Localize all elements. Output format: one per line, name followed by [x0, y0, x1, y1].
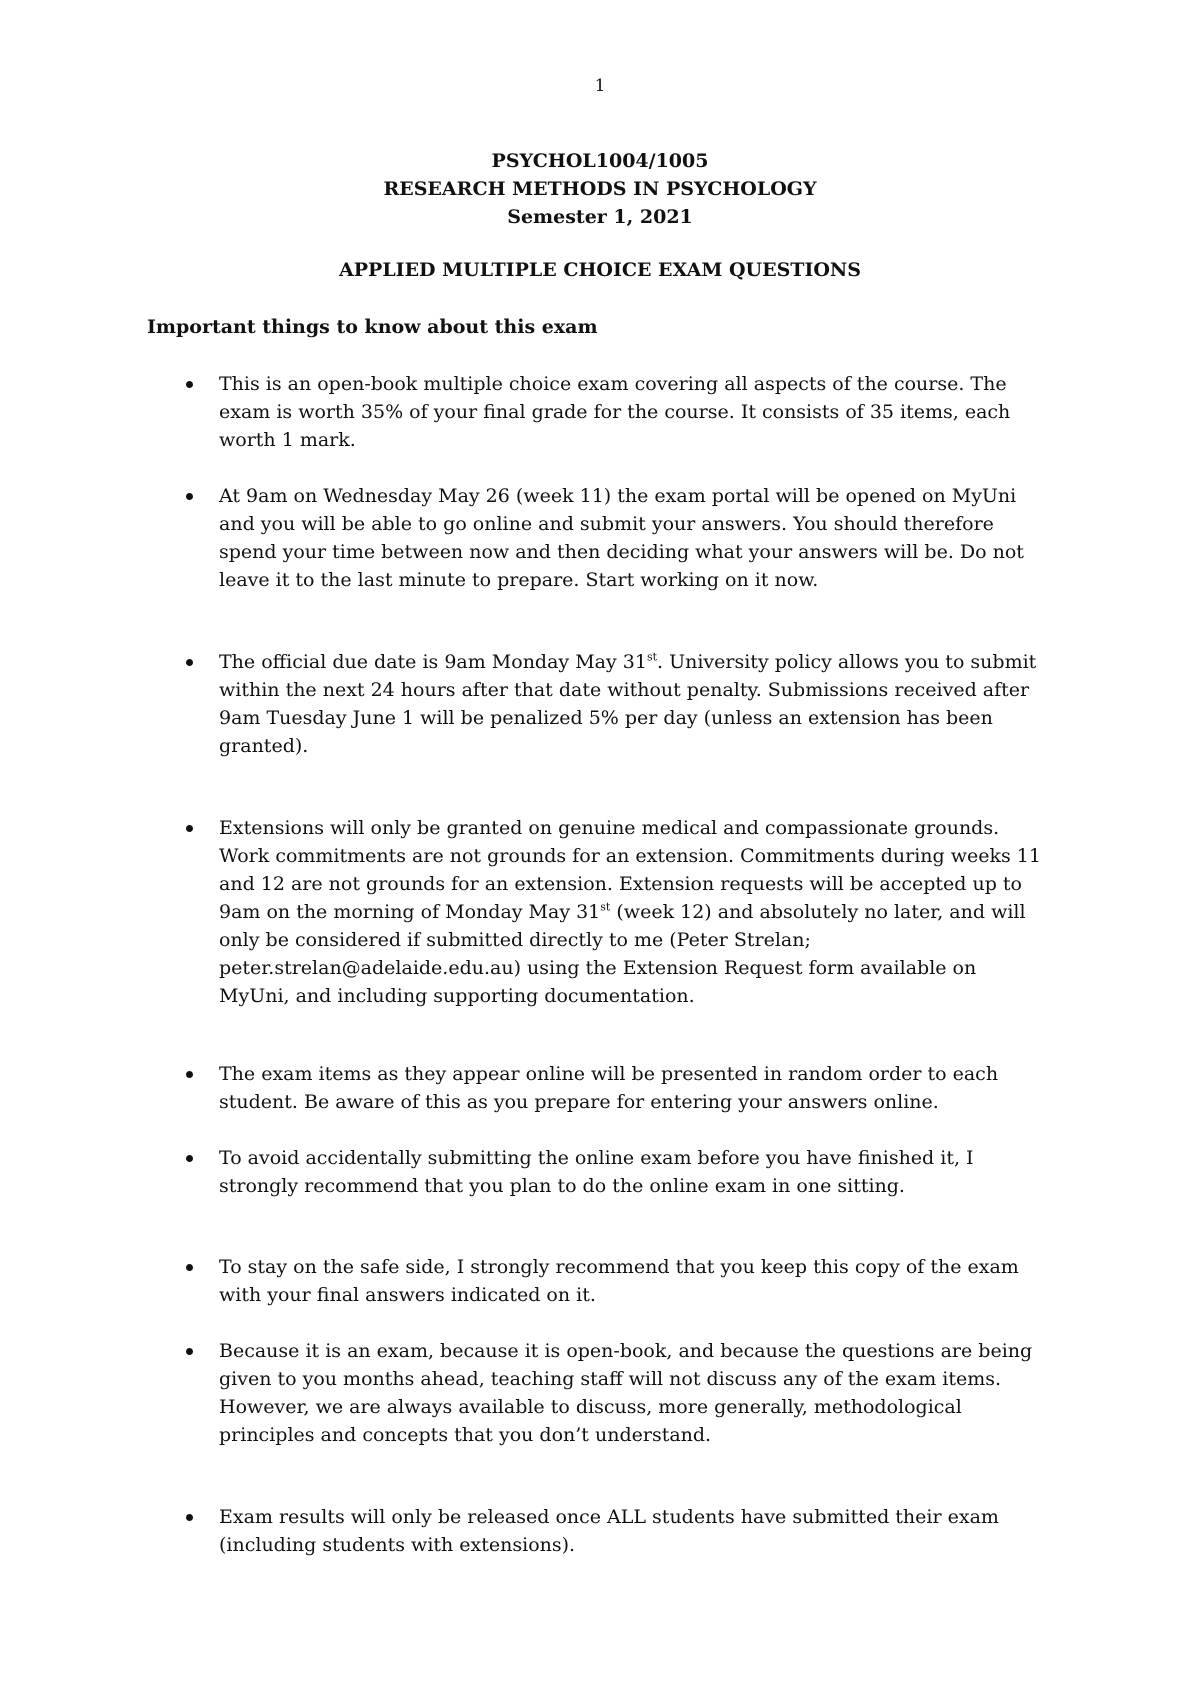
document-header: [0, 147, 1200, 231]
bullet-icon: [186, 1514, 193, 1521]
bullet-item-keep-copy: [219, 1253, 1069, 1309]
bullet-line: The exam items as they appear online will be presented in random order to each: [219, 1063, 999, 1085]
bullet-line: and you will be able to go online and submit your answers. You should therefore: [219, 513, 994, 535]
bullet-item-open-book: [219, 370, 1069, 454]
course-name: RESEARCH METHODS IN PSYCHOLOGY: [383, 178, 817, 200]
extension-deadline-text: 9am on the morning of Monday May 31: [219, 901, 601, 923]
bullet-item-random-order: [219, 1060, 1069, 1116]
bullet-item-due-date: [219, 648, 1069, 760]
bullet-line: MyUni, and including supporting documentation.: [219, 985, 695, 1007]
page-number: 1: [594, 76, 606, 96]
bullet-line: To stay on the safe side, I strongly recommend that you keep this copy of the exam: [219, 1256, 1019, 1278]
bullet-line: At 9am on Wednesday May 26 (week 11) the exam portal will be opened on MyUni: [219, 485, 1017, 507]
bullet-line: spend your time between now and then deciding what your answers will be. Do not: [219, 541, 1024, 563]
bullet-line: within the next 24 hours after that date without penalty. Submissions received after: [219, 679, 1030, 701]
bullet-icon: [186, 1264, 193, 1271]
bullet-line: and 12 are not grounds for an extension. Extension requests will be accepted up to: [219, 873, 1022, 895]
bullet-line: principles and concepts that you don’t understand.: [219, 1424, 712, 1446]
bullet-icon: [186, 1071, 193, 1078]
due-date-text-cont: . University policy allows you to submit: [657, 651, 1037, 673]
bullet-icon: [186, 1155, 193, 1162]
bullet-line: student. Be aware of this as you prepare for entering your answers online.: [219, 1091, 939, 1113]
bullet-line: 9am Tuesday June 1 will be penalized 5% per day (unless an extension has been: [219, 707, 993, 729]
bullet-icon: [186, 1348, 193, 1355]
course-code: PSYCHOL1004/1005: [491, 150, 709, 172]
bullet-line: peter.strelan@adelaide.edu.au) using the Extension Request form available on: [219, 957, 977, 979]
due-date-text: The official due date is 9am Monday May 31: [219, 651, 647, 673]
extension-deadline-text-cont: (week 12) and absolutely no later, and will: [610, 901, 1026, 923]
bullet-icon: [186, 659, 193, 666]
bullet-icon: [186, 493, 193, 500]
section-heading: Important things to know about this exam: [147, 316, 598, 338]
bullet-line: given to you months ahead, teaching staff will not discuss any of the exam items.: [219, 1368, 1002, 1390]
bullet-item-extensions: [219, 814, 1069, 1010]
ordinal-suffix: st: [646, 650, 658, 664]
bullet-line: strongly recommend that you plan to do the online exam in one sitting.: [219, 1175, 905, 1197]
bullet-line: Extensions will only be granted on genuine medical and compassionate grounds.: [219, 817, 1000, 839]
bullet-line: Because it is an exam, because it is open-book, and because the questions are being: [219, 1340, 1033, 1362]
bullet-icon: [186, 381, 193, 388]
bullet-icon: [186, 825, 193, 832]
bullet-item-exam-portal: [219, 482, 1069, 594]
bullet-line: exam is worth 35% of your final grade for the course. It consists of 35 items, each: [219, 401, 1011, 423]
bullet-line: granted).: [219, 735, 309, 757]
bullet-item-no-discussion: [219, 1337, 1069, 1449]
bullet-line: worth 1 mark.: [219, 429, 356, 451]
bullet-line: However, we are always available to discuss, more generally, methodological: [219, 1396, 962, 1418]
bullet-line: Work commitments are not grounds for an extension. Commitments during weeks 11: [219, 845, 1041, 867]
bullet-line: To avoid accidentally submitting the online exam before you have finished it, I: [219, 1147, 974, 1169]
ordinal-suffix: st: [600, 900, 611, 914]
bullet-line: [219, 648, 1069, 676]
bullet-item-results: [219, 1503, 1069, 1559]
bullet-item-one-sitting: [219, 1144, 1069, 1200]
bullet-line: (including students with extensions).: [219, 1534, 576, 1556]
bullet-line: leave it to the last minute to prepare. Start working on it now.: [219, 569, 819, 591]
bullet-line: with your final answers indicated on it.: [219, 1284, 596, 1306]
bullet-line: [219, 898, 1069, 926]
exam-title: APPLIED MULTIPLE CHOICE EXAM QUESTIONS: [339, 259, 861, 281]
bullet-line: Exam results will only be released once ALL students have submitted their exam: [219, 1506, 999, 1528]
bullet-line: This is an open-book multiple choice exam covering all aspects of the course. The: [219, 373, 1007, 395]
semester: Semester 1, 2021: [507, 206, 693, 228]
bullet-line: only be considered if submitted directly to me (Peter Strelan;: [219, 929, 811, 951]
